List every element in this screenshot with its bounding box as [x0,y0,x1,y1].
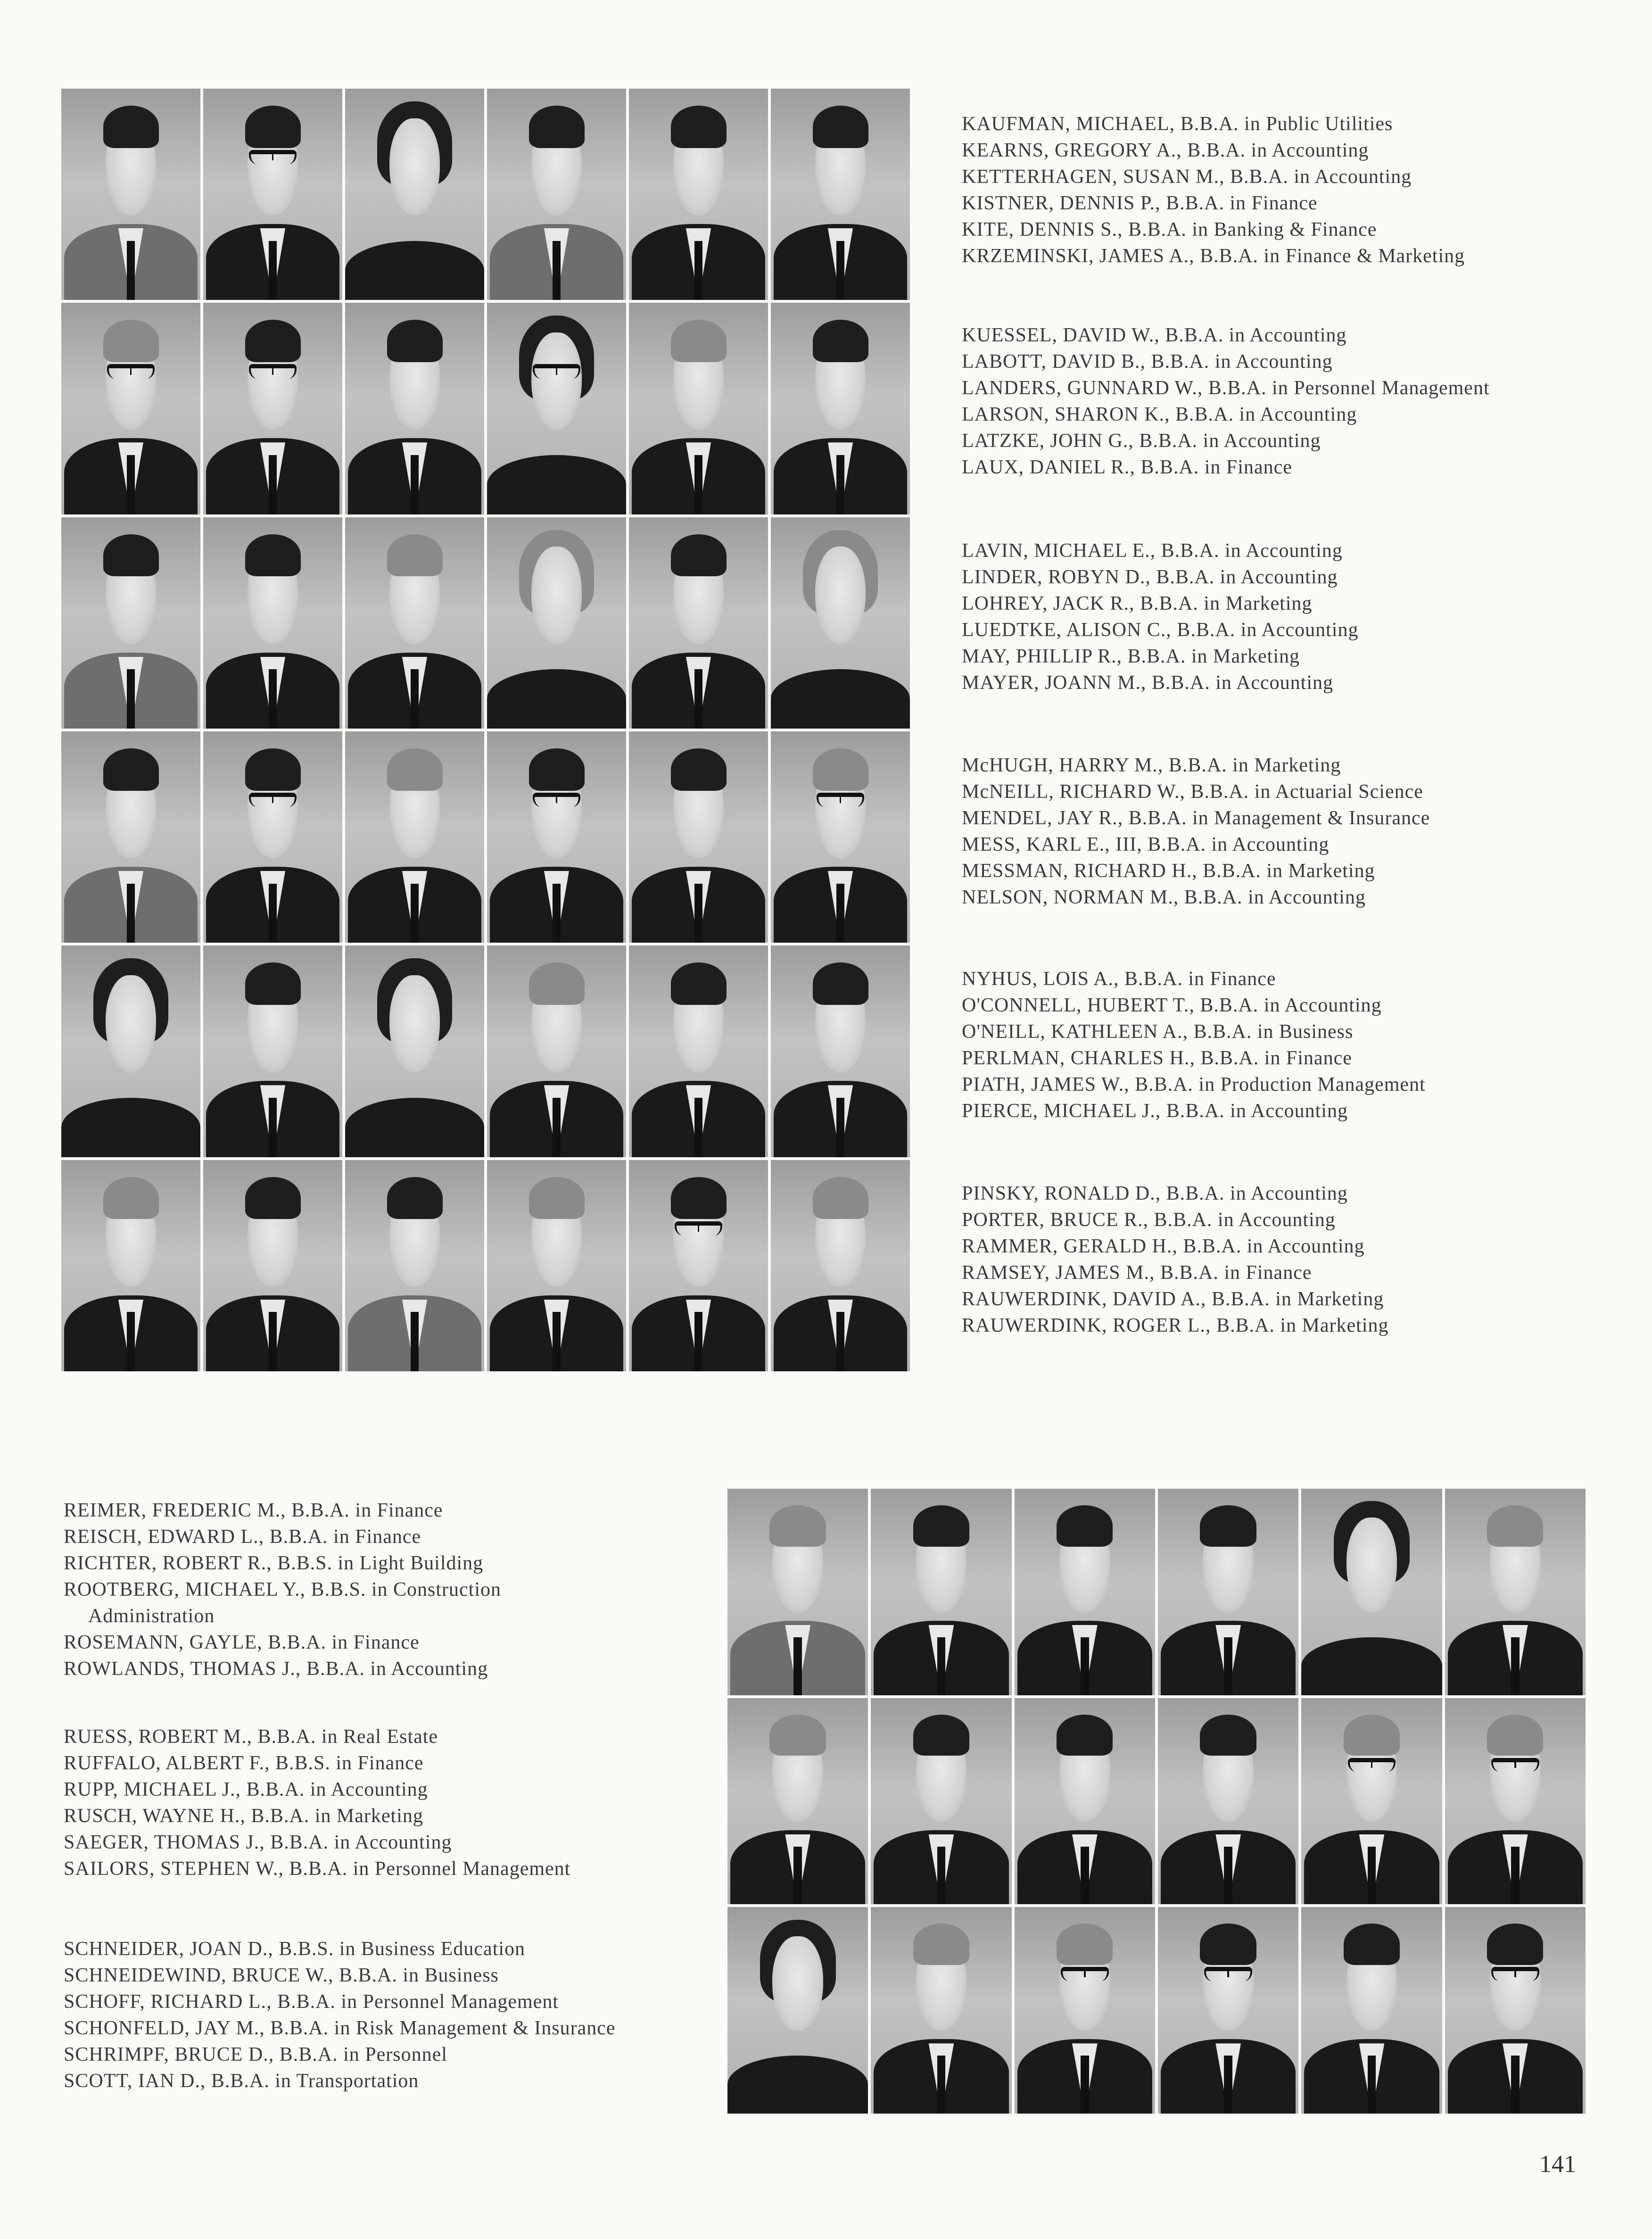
portrait-photo [487,731,626,943]
page-number: 141 [1539,2151,1576,2178]
portrait-photo [487,303,626,514]
name-entry: ROWLANDS, THOMAS J., B.B.A. in Accounting [64,1658,488,1680]
portrait-photo [203,1160,342,1371]
name-list [962,111,1465,269]
name-entry: LINDER, ROBYN D., B.B.A. in Accounting [962,566,1338,588]
portrait-photo [727,1489,868,1695]
bottom-portrait-grid [727,1489,1586,2114]
name-list [64,1936,616,2094]
top-portrait-grid [61,89,910,1371]
portrait-photo [345,945,484,1157]
portrait-photo [629,945,768,1157]
name-entry: SCHNEIDEWIND, BRUCE W., B.B.A. in Business [64,1965,499,1986]
portrait-photo [1015,1698,1155,1905]
name-entry: LOHREY, JACK R., B.B.A. in Marketing [962,593,1313,614]
name-list [64,1724,570,1882]
portrait-photo [345,517,484,729]
name-entry: KETTERHAGEN, SUSAN M., B.B.A. in Accounting [962,166,1412,188]
portrait-photo [771,303,910,514]
portrait-photo [61,303,200,514]
name-entry: RAMMER, GERALD H., B.B.A. in Accounting [962,1236,1365,1257]
name-entry: RAMSEY, JAMES M., B.B.A. in Finance [962,1262,1312,1284]
portrait-photo [1301,1907,1442,2114]
portrait-photo [345,1160,484,1371]
portrait-photo [871,1907,1011,2114]
portrait-photo [771,1160,910,1371]
portrait-photo [629,731,768,943]
portrait-photo [771,945,910,1157]
name-entry: SAEGER, THOMAS J., B.B.A. in Accounting [64,1832,452,1853]
name-entry-continuation-text: Administration [88,1605,215,1627]
portrait-photo [1301,1698,1442,1905]
name-entry: NELSON, NORMAN M., B.B.A. in Accounting [962,887,1366,908]
portrait-photo [629,1160,768,1371]
name-entry: SCHNEIDER, JOAN D., B.B.S. in Business Education [64,1938,526,1960]
portrait-photo [1445,1489,1586,1695]
portrait-photo [1445,1698,1586,1905]
portrait-photo [629,303,768,514]
name-entry: SCOTT, IAN D., B.B.A. in Transportation [64,2070,419,2092]
portrait-photo [487,89,626,300]
portrait-photo [61,731,200,943]
name-entry: MESS, KARL E., III, B.B.A. in Accounting [962,834,1330,855]
name-entry: NYHUS, LOIS A., B.B.A. in Finance [962,968,1276,990]
name-list [962,538,1358,696]
name-entry: SCHONFELD, JAY M., B.B.A. in Risk Management & Insurance [64,2017,616,2039]
name-entry: REIMER, FREDERIC M., B.B.A. in Finance [64,1500,443,1521]
portrait-photo [61,945,200,1157]
name-list [962,322,1490,481]
portrait-photo [1445,1907,1586,2114]
portrait-photo [771,517,910,729]
name-entry: KISTNER, DENNIS P., B.B.A. in Finance [962,192,1318,214]
name-entry: RUPP, MICHAEL J., B.B.A. in Accounting [64,1779,428,1800]
name-entry: ROOTBERG, MICHAEL Y., B.B.S. in Construction [64,1579,502,1600]
name-entry: KUESSEL, DAVID W., B.B.A. in Accounting [962,324,1347,346]
portrait-photo [203,731,342,943]
portrait-photo [727,1907,868,2114]
portrait-photo [1301,1489,1442,1695]
name-entry: LAUX, DANIEL R., B.B.A. in Finance [962,456,1292,478]
portrait-photo [203,945,342,1157]
portrait-photo [1158,1698,1298,1905]
name-entry: LARSON, SHARON K., B.B.A. in Accounting [962,404,1357,425]
portrait-photo [345,303,484,514]
name-list [962,1180,1388,1339]
name-entry: KEARNS, GREGORY A., B.B.A. in Accounting [962,140,1369,161]
portrait-photo [345,89,484,300]
name-entry: PINSKY, RONALD D., B.B.A. in Accounting [962,1183,1348,1204]
name-entry: RICHTER, ROBERT R., B.B.S. in Light Building [64,1552,484,1574]
portrait-photo [61,89,200,300]
name-entry: LAVIN, MICHAEL E., B.B.A. in Accounting [962,540,1343,562]
portrait-photo [487,517,626,729]
name-entry: MENDEL, JAY R., B.B.A. in Management & Insurance [962,807,1430,829]
name-entry: MAY, PHILLIP R., B.B.A. in Marketing [962,646,1300,667]
name-entry: O'NEILL, KATHLEEN A., B.B.A. in Business [962,1021,1354,1043]
name-entry: RUESS, ROBERT M., B.B.A. in Real Estate [64,1726,438,1748]
portrait-photo [1015,1489,1155,1695]
name-list [64,1497,501,1682]
name-entry: MESSMAN, RICHARD H., B.B.A. in Marketing [962,860,1375,882]
name-entry: KAUFMAN, MICHAEL, B.B.A. in Public Utilities [962,113,1393,135]
portrait-photo [203,89,342,300]
name-entry: REISCH, EDWARD L., B.B.A. in Finance [64,1526,421,1548]
portrait-photo [871,1698,1011,1905]
name-entry: ROSEMANN, GAYLE, B.B.A. in Finance [64,1632,420,1653]
portrait-photo [629,89,768,300]
name-list [962,966,1426,1124]
name-entry: RUFFALO, ALBERT F., B.B.S. in Finance [64,1752,424,1774]
name-entry: McNEILL, RICHARD W., B.B.A. in Actuarial Science [962,781,1423,803]
name-entry: LATZKE, JOHN G., B.B.A. in Accounting [962,430,1321,452]
name-entry: SCHRIMPF, BRUCE D., B.B.A. in Personnel [64,2044,447,2065]
name-entry: PORTER, BRUCE R., B.B.A. in Accounting [962,1209,1336,1231]
portrait-photo [487,945,626,1157]
name-entry: RAUWERDINK, DAVID A., B.B.A. in Marketing [962,1288,1384,1310]
portrait-photo [61,517,200,729]
name-entry: LANDERS, GUNNARD W., B.B.A. in Personnel Management [962,377,1490,399]
name-entry: LABOTT, DAVID B., B.B.A. in Accounting [962,351,1333,373]
name-entry: RUSCH, WAYNE H., B.B.A. in Marketing [64,1805,423,1827]
portrait-photo [771,89,910,300]
portrait-photo [727,1698,868,1905]
name-entry: SCHOFF, RICHARD L., B.B.A. in Personnel Management [64,1991,559,2013]
name-entry: LUEDTKE, ALISON C., B.B.A. in Accounting [962,619,1359,641]
name-entry: KRZEMINSKI, JAMES A., B.B.A. in Finance & Marketing [962,245,1465,267]
name-entry: RAUWERDINK, ROGER L., B.B.A. in Marketing [962,1315,1389,1336]
name-entry-continuation [64,1603,501,1629]
name-entry: O'CONNELL, HUBERT T., B.B.A. in Accounting [962,995,1382,1016]
name-entry: KITE, DENNIS S., B.B.A. in Banking & Finance [962,219,1377,240]
name-list [962,752,1430,911]
name-entry: SAILORS, STEPHEN W., B.B.A. in Personnel Management [64,1858,571,1880]
name-entry: PIATH, JAMES W., B.B.A. in Production Management [962,1074,1426,1095]
name-entry: McHUGH, HARRY M., B.B.A. in Marketing [962,755,1341,776]
name-entry: PERLMAN, CHARLES H., B.B.A. in Finance [962,1047,1352,1069]
portrait-photo [629,517,768,729]
portrait-photo [345,731,484,943]
portrait-photo [1158,1907,1298,2114]
portrait-photo [1158,1489,1298,1695]
portrait-photo [1015,1907,1155,2114]
portrait-photo [771,731,910,943]
portrait-photo [61,1160,200,1371]
portrait-photo [203,303,342,514]
name-entry: PIERCE, MICHAEL J., B.B.A. in Accounting [962,1100,1348,1122]
portrait-photo [487,1160,626,1371]
portrait-photo [203,517,342,729]
portrait-photo [871,1489,1011,1695]
name-entry: MAYER, JOANN M., B.B.A. in Accounting [962,672,1333,694]
